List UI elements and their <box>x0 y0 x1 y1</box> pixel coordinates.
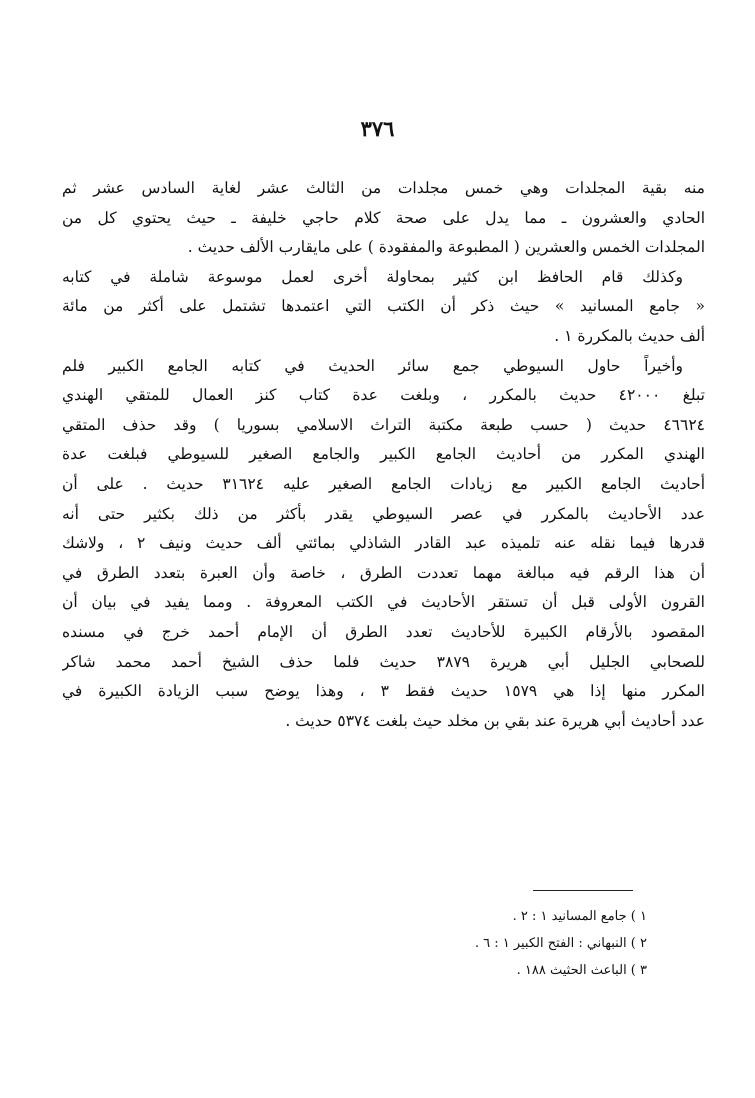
paragraph-line: المجلدات الخمس والعشرين ( المطبوعة والمفقودة ) على مايقارب الألف حديث . <box>187 238 705 257</box>
footnotes <box>475 903 647 984</box>
paragraph-line: الحادي والعشرون ـ مما يدل على صحة كلام حاجي خليفة ـ حيث يحتوي كل من <box>62 208 705 227</box>
paragraph-line: المكرر منها إذا هي ١٥٧٩ حديث فقط ٣ ، وهذا يوضح سبب الزيادة الكبيرة في <box>62 682 705 701</box>
paragraph-line: تبلغ ٤٢٠٠٠ حديث بالمكرر ، وبلغت عدة كتاب كنز العمال للمتقي الهندي <box>62 386 705 405</box>
paragraph-line: وكذلك قام الحافظ ابن كثير بمحاولة أخرى لعمل موسوعة شاملة في كتابه <box>62 267 683 286</box>
paragraph-line: وأخيراً حاول السيوطي جمع سائر الحديث في كتابه الجامع الكبير فلم <box>62 356 683 375</box>
paragraph-line: المقصود بالأرقام الكبيرة للأحاديث تعدد الطرق أن الإمام أحمد خرج في مسنده <box>62 622 705 641</box>
paragraph-line: منه بقية المجلدات وهي خمس مجلدات من الثالث عشر لغاية السادس عشر ثم <box>62 179 705 197</box>
footnote-separator <box>533 890 633 891</box>
footnote: ٢ ) النبهاني : الفتح الكبير ١ : ٦ . <box>474 936 647 951</box>
paragraph-line: ألف حديث بالمكررة ١ . <box>554 326 705 345</box>
footnote: ٣ ) الباعث الحثيث ١٨٨ . <box>516 963 647 978</box>
paragraph-line: الهندي المكرر من أحاديث الجامع الكبير والجامع الصغير للسيوطي فبلغت عدة <box>62 445 705 464</box>
paragraph-line: القرون الأولى قبل أن تستقر الأحاديث في الكتب المعروفة . ومما يفيد في بيان أن <box>62 593 705 612</box>
paragraph-line: عدد الأحاديث بالمكرر في عصر السيوطي يقدر بأكثر من ذلك بكثير حتى أنه <box>62 504 705 523</box>
paragraph-line: « جامع المسانيد » حيث ذكر أن الكتب التي اعتمدها تشتمل على أكثر من مائة <box>62 297 705 316</box>
paragraph-line: أحاديث الجامع الكبير مع زيادات الجامع الصغير عليه ٣١٦٢٤ حديث . على أن <box>62 474 705 493</box>
paragraph-line: للصحابي الجليل أبي هريرة ٣٨٧٩ حديث فلما حذف الشيخ أحمد محمد شاكر <box>62 652 705 671</box>
paragraph-line: أن هذا الرقم فيه مبالغة مهما تعددت الطرق ، خاصة وأن العبرة بتعدد الطرق في <box>62 563 705 582</box>
paragraph-line: ٤٦٦٢٤ حديث ( حسب طبعة مكتبة التراث الاسلامي بسوريا ) وقد حذف المتقي <box>62 415 705 434</box>
paragraph-line: عدد أحاديث أبي هريرة عند بقي بن مخلد حيث بلغت ٥٣٧٤ حديث . <box>285 711 705 730</box>
paragraph-line: قدرها فيما نقله عنه تلميذه عبد القادر الشاذلي بمائتي ألف حديث ونيف ٢ ، ولاشك <box>62 534 705 553</box>
footnote: ١ ) جامع المسانيد ١ : ٢ . <box>512 909 647 924</box>
body-text <box>62 174 705 736</box>
page-number: ٣٧٦ <box>360 116 395 141</box>
